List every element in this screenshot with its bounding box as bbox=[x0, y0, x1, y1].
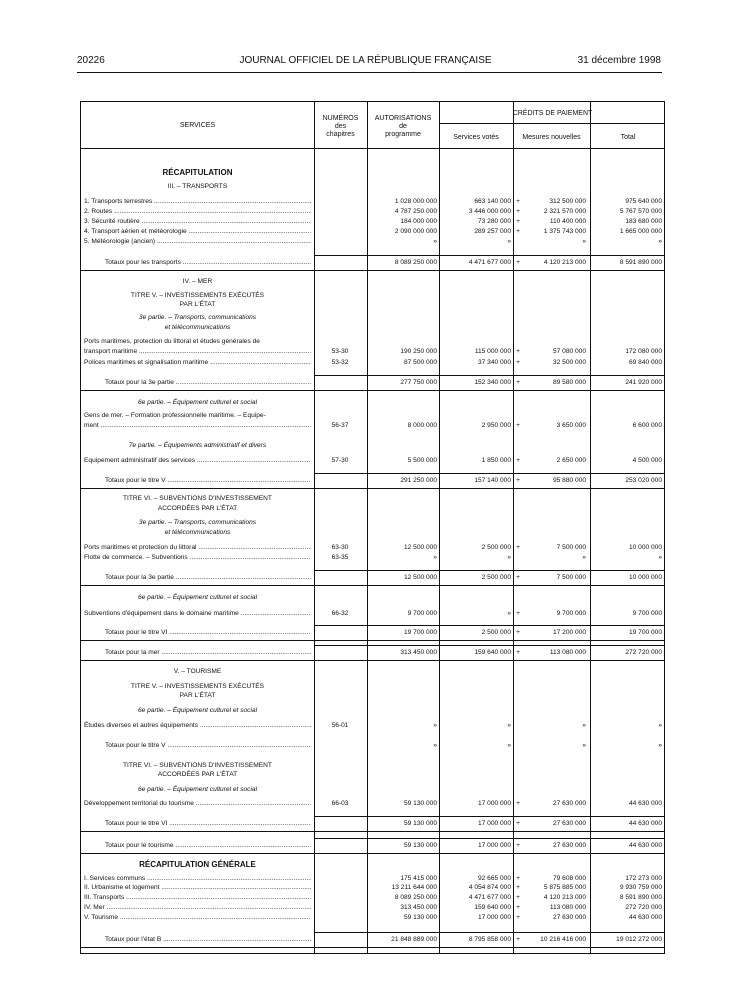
plus-sign: + bbox=[516, 422, 520, 429]
plus-sign: + bbox=[516, 875, 520, 882]
autorisation-value: 8 089 250 000 bbox=[394, 894, 437, 901]
part-heading: 6e partie. – Équipement culturel et social bbox=[137, 594, 258, 601]
chapter-number: 57-30 bbox=[331, 457, 349, 464]
chapter-number: 66-03 bbox=[331, 800, 349, 807]
services-votes-value: 8 795 858 000 bbox=[468, 936, 511, 943]
total-value: 69 840 000 bbox=[628, 359, 662, 366]
plus-sign: + bbox=[516, 208, 520, 215]
mesures-value: 89 580 000 bbox=[552, 379, 586, 386]
chapter-number: 56-37 bbox=[331, 422, 349, 429]
row-label: Ports maritimes et protection du littoral ..... bbox=[84, 543, 311, 552]
autorisation-value: 175 415 000 bbox=[400, 875, 437, 882]
total-rule-bottom bbox=[81, 947, 664, 948]
part-heading: 6e partie. – Équipement culturel et social bbox=[137, 786, 258, 793]
row-label: 2. Routes ..... bbox=[84, 207, 311, 216]
autorisation-value: 12 500 000 bbox=[403, 544, 437, 551]
plus-sign: + bbox=[516, 457, 520, 464]
total-value: 975 640 000 bbox=[625, 198, 662, 205]
autorisation-value: » bbox=[433, 554, 437, 561]
row-label: Polices maritimes et signalisation maritime ..... bbox=[84, 358, 311, 367]
section-heading: PAR L'ÉTAT bbox=[179, 301, 216, 308]
chapter-number: 56-01 bbox=[331, 722, 349, 729]
row-label: II. Urbanisme et logement ..... bbox=[84, 883, 311, 892]
total-value: 44 630 000 bbox=[628, 914, 662, 921]
total-rule-top bbox=[314, 816, 664, 817]
autorisation-value: 13 211 644 000 bbox=[391, 884, 437, 891]
plus-sign: + bbox=[516, 574, 520, 581]
total-value: 6 600 000 bbox=[632, 422, 662, 429]
mesures-value: 113 080 000 bbox=[549, 649, 586, 656]
total-label: Totaux pour le titre VI ..... bbox=[105, 628, 311, 637]
col-numeros-header-3: chapitres bbox=[326, 131, 355, 138]
services-votes-value: 17 000 000 bbox=[477, 800, 511, 807]
plus-sign: + bbox=[516, 842, 520, 849]
plus-sign: + bbox=[516, 379, 520, 386]
total-label: Totaux pour l'état B ..... bbox=[105, 935, 311, 944]
plus-sign: + bbox=[516, 800, 520, 807]
mesures-value: 110 400 000 bbox=[549, 218, 586, 225]
total-label: Totaux pour le titre V ..... bbox=[105, 741, 311, 750]
autorisation-value: 4 787 250 000 bbox=[394, 208, 437, 215]
total-value: 272 720 000 bbox=[625, 904, 662, 911]
total-rule-top bbox=[314, 932, 664, 933]
row-label: Développement territorial du tourisme ..... bbox=[84, 799, 311, 808]
col-autorisations-header: AUTORISATIONS bbox=[374, 115, 432, 122]
services-votes-value: 2 500 000 bbox=[481, 629, 511, 636]
row-label: V. Tourisme ..... bbox=[84, 913, 311, 922]
mesures-value: 3 650 000 bbox=[556, 422, 586, 429]
total-value: 44 630 000 bbox=[628, 820, 662, 827]
plus-sign: + bbox=[516, 259, 520, 266]
mesures-value: 5 875 885 000 bbox=[543, 884, 586, 891]
total-rule-bottom bbox=[81, 585, 664, 586]
total-rule-top bbox=[314, 570, 664, 571]
chapter-number: 53-32 bbox=[331, 359, 349, 366]
total-rule-top bbox=[314, 473, 664, 474]
plus-sign: + bbox=[516, 904, 520, 911]
autorisation-value: 313 450 000 bbox=[400, 649, 437, 656]
section-heading: PAR L'ÉTAT bbox=[179, 692, 216, 699]
row-label: ment ..... bbox=[84, 421, 311, 430]
mesures-value: » bbox=[582, 238, 586, 245]
services-votes-value: » bbox=[507, 610, 511, 617]
services-votes-value: 4 471 677 000 bbox=[468, 894, 511, 901]
col-mesures-header: Mesures nouvelles bbox=[522, 134, 581, 141]
mesures-value: 10 216 416 000 bbox=[540, 936, 586, 943]
mesures-value: 312 500 000 bbox=[549, 198, 586, 205]
autorisation-value: 12 500 000 bbox=[403, 574, 437, 581]
services-votes-value: 4 471 677 000 bbox=[468, 259, 511, 266]
total-label: Totaux pour la mer ..... bbox=[105, 648, 311, 657]
plus-sign: + bbox=[516, 649, 520, 656]
total-label: Totaux pour le tourisme ..... bbox=[105, 841, 311, 850]
autorisation-value: 9 700 000 bbox=[407, 610, 437, 617]
part-heading: 6e partie. – Équipement culturel et social bbox=[137, 399, 258, 406]
autorisation-value: 87 500 000 bbox=[403, 359, 437, 366]
plus-sign: + bbox=[516, 218, 520, 225]
services-votes-value: 92 665 000 bbox=[477, 875, 511, 882]
total-rule-top bbox=[314, 375, 664, 376]
chapter-number: 63-30 bbox=[331, 544, 349, 551]
plus-sign: + bbox=[516, 477, 520, 484]
total-value: 8 591 890 000 bbox=[619, 894, 662, 901]
plus-sign: + bbox=[516, 544, 520, 551]
total-value: 10 000 000 bbox=[628, 544, 662, 551]
total-value: 9 930 759 000 bbox=[619, 884, 662, 891]
autorisation-value: 5 500 000 bbox=[407, 457, 437, 464]
row-label: I. Services communs ..... bbox=[84, 874, 311, 883]
col-services-header: SERVICES bbox=[179, 122, 216, 129]
services-votes-value: » bbox=[507, 238, 511, 245]
total-value: 253 020 000 bbox=[625, 477, 662, 484]
mesures-value: » bbox=[582, 722, 586, 729]
services-votes-value: » bbox=[507, 554, 511, 561]
part-heading: et télécommunications bbox=[164, 529, 231, 536]
autorisation-value: 19 700 000 bbox=[403, 629, 437, 636]
total-value: 4 500 000 bbox=[632, 457, 662, 464]
part-heading: et télécommunications bbox=[164, 324, 231, 331]
header-bottom-rule bbox=[81, 148, 664, 149]
col-numeros-header-2: des bbox=[334, 123, 347, 130]
total-rule-top bbox=[314, 625, 664, 626]
services-votes-value: 37 340 000 bbox=[477, 359, 511, 366]
part-heading: 3e partie. – Transports, communications bbox=[138, 314, 257, 321]
services-votes-value: 2 500 000 bbox=[481, 544, 511, 551]
mesures-value: 4 120 213 000 bbox=[543, 894, 586, 901]
autorisation-value: 21 848 889 000 bbox=[391, 936, 437, 943]
total-value: 241 920 000 bbox=[625, 379, 662, 386]
autorisation-value: 1 028 000 000 bbox=[394, 198, 437, 205]
services-votes-value: 17 000 000 bbox=[477, 820, 511, 827]
part-heading: 3e partie. – Transports, communications bbox=[138, 519, 257, 526]
chapter-number: 63-35 bbox=[331, 554, 349, 561]
total-rule-top bbox=[314, 255, 664, 256]
plus-sign: + bbox=[516, 820, 520, 827]
col-divider bbox=[590, 102, 591, 953]
services-votes-value: 4 054 874 000 bbox=[468, 884, 511, 891]
autorisation-value: 59 130 000 bbox=[403, 820, 437, 827]
services-votes-value: 663 140 000 bbox=[474, 198, 511, 205]
mesures-value: 9 700 000 bbox=[556, 610, 586, 617]
section-heading: TITRE VI. – SUBVENTIONS D'INVESTISSEMENT bbox=[123, 495, 272, 502]
services-votes-value: 152 340 000 bbox=[474, 379, 511, 386]
part-heading: 7e partie. – Équipements administratif et divers bbox=[128, 442, 267, 449]
services-votes-value: 17 000 000 bbox=[477, 914, 511, 921]
budget-table bbox=[80, 101, 665, 954]
plus-sign: + bbox=[516, 359, 520, 366]
plus-sign: + bbox=[516, 198, 520, 205]
mesures-value: 95 880 000 bbox=[552, 477, 586, 484]
total-rule-bottom bbox=[81, 640, 664, 641]
row-label: Equipement administratif des services ..... bbox=[84, 456, 311, 465]
services-votes-value: 115 000 000 bbox=[474, 348, 511, 355]
total-value: 172 080 000 bbox=[625, 348, 662, 355]
total-value: 44 630 000 bbox=[628, 842, 662, 849]
autorisation-value: 184 000 000 bbox=[400, 218, 437, 225]
section-heading: TITRE V. – INVESTISSEMENTS EXÉCUTÉS bbox=[130, 683, 265, 690]
autorisation-value: » bbox=[433, 742, 437, 749]
total-rule-bottom bbox=[81, 390, 664, 391]
autorisation-value: » bbox=[433, 722, 437, 729]
row-label: Subventions d'équipement dans le domaine maritime ..... bbox=[84, 609, 311, 618]
section-heading: TITRE VI. – SUBVENTIONS D'INVESTISSEMENT bbox=[123, 762, 272, 769]
autorisation-value: » bbox=[433, 238, 437, 245]
services-votes-value: 2 500 000 bbox=[481, 574, 511, 581]
total-rule-top bbox=[314, 645, 664, 646]
services-votes-value: 159 640 000 bbox=[474, 904, 511, 911]
section-title: RÉCAPITULATION bbox=[162, 168, 233, 177]
total-rule-bottom bbox=[81, 270, 664, 271]
plus-sign: + bbox=[516, 228, 520, 235]
part-heading: 6e partie. – Équipement culturel et social bbox=[137, 707, 258, 714]
total-rule-top bbox=[314, 838, 664, 839]
total-value: » bbox=[658, 722, 662, 729]
section-title: RÉCAPITULATION GÉNÉRALE bbox=[139, 860, 256, 869]
autorisation-value: 277 750 000 bbox=[400, 379, 437, 386]
col-autorisations-header-3: programme bbox=[385, 131, 421, 138]
mesures-value: 57 080 000 bbox=[552, 348, 586, 355]
services-votes-value: 3 446 000 000 bbox=[468, 208, 511, 215]
services-votes-value: 17 000 000 bbox=[477, 842, 511, 849]
autorisation-value: 291 250 000 bbox=[400, 477, 437, 484]
mesures-value: 7 500 000 bbox=[556, 574, 586, 581]
section-heading: ACCORDÉES PAR L'ÉTAT bbox=[157, 771, 238, 778]
autorisation-value: 190 250 000 bbox=[400, 348, 437, 355]
row-label: transport maritime ..... bbox=[84, 347, 311, 356]
mesures-value: 27 630 000 bbox=[552, 800, 586, 807]
total-rule-bottom bbox=[81, 853, 664, 854]
services-votes-value: 1 850 000 bbox=[481, 457, 511, 464]
autorisation-value: 2 090 000 000 bbox=[394, 228, 437, 235]
chapter-number: 53-30 bbox=[331, 348, 349, 355]
total-value: 19 700 000 bbox=[628, 629, 662, 636]
autorisation-value: 59 130 000 bbox=[403, 800, 437, 807]
row-label: 1. Transports terrestres ..... bbox=[84, 197, 311, 206]
mesures-value: 27 630 000 bbox=[552, 842, 586, 849]
row-label: Études diverses et autres équipements ..... bbox=[84, 721, 311, 730]
mesures-value: 113 080 000 bbox=[549, 904, 586, 911]
publication-date: 31 décembre 1998 bbox=[577, 55, 661, 66]
autorisation-value: 313 450 000 bbox=[400, 904, 437, 911]
mesures-value: 17 200 000 bbox=[552, 629, 586, 636]
row-label: Gens de mer. – Formation professionnelle maritime. – Equipe- bbox=[84, 412, 266, 419]
services-votes-value: 2 950 000 bbox=[481, 422, 511, 429]
chapter-number: 66-32 bbox=[331, 610, 349, 617]
row-label: III. Transports ..... bbox=[84, 893, 311, 902]
plus-sign: + bbox=[516, 348, 520, 355]
services-votes-value: 73 280 000 bbox=[477, 218, 511, 225]
section-heading: ACCORDÉES PAR L'ÉTAT bbox=[157, 505, 238, 512]
row-label: Flotte de commerce. – Subventions ..... bbox=[84, 553, 311, 562]
section-heading: IV. – MER bbox=[182, 278, 213, 285]
col-total-header: Total bbox=[620, 134, 636, 141]
total-label: Totaux pour les transports ..... bbox=[105, 258, 311, 267]
plus-sign: + bbox=[516, 629, 520, 636]
header-rule bbox=[77, 72, 662, 73]
col-autorisations-header-2: de bbox=[399, 123, 407, 130]
plus-sign: + bbox=[516, 894, 520, 901]
total-label: Totaux pour la 3e partie ..... bbox=[105, 573, 311, 582]
services-votes-value: 157 140 000 bbox=[474, 477, 511, 484]
total-label: Totaux pour la 3e partie ..... bbox=[105, 378, 311, 387]
autorisation-value: 8 000 000 bbox=[407, 422, 437, 429]
row-label: 4. Transport aérien et météorologie ..... bbox=[84, 227, 311, 236]
section-heading: TITRE V. – INVESTISSEMENTS EXÉCUTÉS bbox=[130, 292, 265, 299]
mesures-value: 27 630 000 bbox=[552, 820, 586, 827]
section-heading: V. – TOURISME bbox=[173, 668, 222, 675]
section-heading: III. – TRANSPORTS bbox=[167, 183, 228, 190]
row-label: Ports maritimes, protection du littoral et études générales de bbox=[84, 338, 260, 345]
total-rule-bottom bbox=[81, 831, 664, 832]
total-label: Totaux pour le titre V ..... bbox=[105, 476, 311, 485]
total-value: 172 273 000 bbox=[625, 875, 662, 882]
total-value: 19 012 272 000 bbox=[616, 936, 662, 943]
row-label: 3. Sécurité routière ..... bbox=[84, 217, 311, 226]
mesures-value: 2 321 570 000 bbox=[543, 208, 586, 215]
total-rule-bottom bbox=[81, 660, 664, 661]
total-value: 1 665 000 000 bbox=[619, 228, 662, 235]
page-number: 20226 bbox=[77, 55, 105, 66]
total-value: 10 000 000 bbox=[628, 574, 662, 581]
total-value: » bbox=[658, 238, 662, 245]
mesures-value: 4 120 213 000 bbox=[543, 259, 586, 266]
total-value: 183 680 000 bbox=[625, 218, 662, 225]
services-votes-value: 159 640 000 bbox=[474, 649, 511, 656]
total-label: Totaux pour le titre VI ..... bbox=[105, 819, 311, 828]
col-services-votes-header: Services votés bbox=[453, 134, 499, 141]
services-votes-value: » bbox=[507, 722, 511, 729]
total-value: » bbox=[658, 554, 662, 561]
mesures-value: 1 375 743 000 bbox=[543, 228, 586, 235]
total-value: 44 630 000 bbox=[628, 800, 662, 807]
col-numeros-header: NUMÉROS bbox=[322, 115, 359, 122]
total-value: 272 720 000 bbox=[625, 649, 662, 656]
autorisation-value: 59 130 000 bbox=[403, 914, 437, 921]
total-value: » bbox=[658, 742, 662, 749]
plus-sign: + bbox=[516, 884, 520, 891]
col-divider bbox=[439, 102, 440, 953]
row-label: IV. Mer ..... bbox=[84, 903, 311, 912]
col-divider bbox=[314, 102, 315, 953]
plus-sign: + bbox=[516, 610, 520, 617]
col-credits-header: CRÉDITS DE PAIEMENT bbox=[512, 110, 593, 117]
mesures-value: 2 650 000 bbox=[556, 457, 586, 464]
credits-subrule bbox=[439, 123, 664, 124]
mesures-value: » bbox=[582, 742, 586, 749]
services-votes-value: 289 257 000 bbox=[474, 228, 511, 235]
autorisation-value: 59 130 000 bbox=[403, 842, 437, 849]
mesures-value: » bbox=[582, 554, 586, 561]
total-value: 9 700 000 bbox=[632, 610, 662, 617]
plus-sign: + bbox=[516, 936, 520, 943]
journal-title: JOURNAL OFFICIEL DE LA RÉPUBLIQUE FRANÇAISE bbox=[239, 55, 492, 66]
row-label: 5. Météorologie (ancien) ..... bbox=[84, 237, 311, 246]
mesures-value: 7 500 000 bbox=[556, 544, 586, 551]
autorisation-value: 8 089 250 000 bbox=[394, 259, 437, 266]
total-value: 5 767 570 000 bbox=[619, 208, 662, 215]
total-value: 8 591 890 000 bbox=[619, 259, 662, 266]
mesures-value: 27 630 000 bbox=[552, 914, 586, 921]
total-rule-bottom bbox=[81, 488, 664, 489]
mesures-value: 79 608 000 bbox=[552, 875, 586, 882]
mesures-value: 32 500 000 bbox=[552, 359, 586, 366]
plus-sign: + bbox=[516, 914, 520, 921]
services-votes-value: » bbox=[507, 742, 511, 749]
